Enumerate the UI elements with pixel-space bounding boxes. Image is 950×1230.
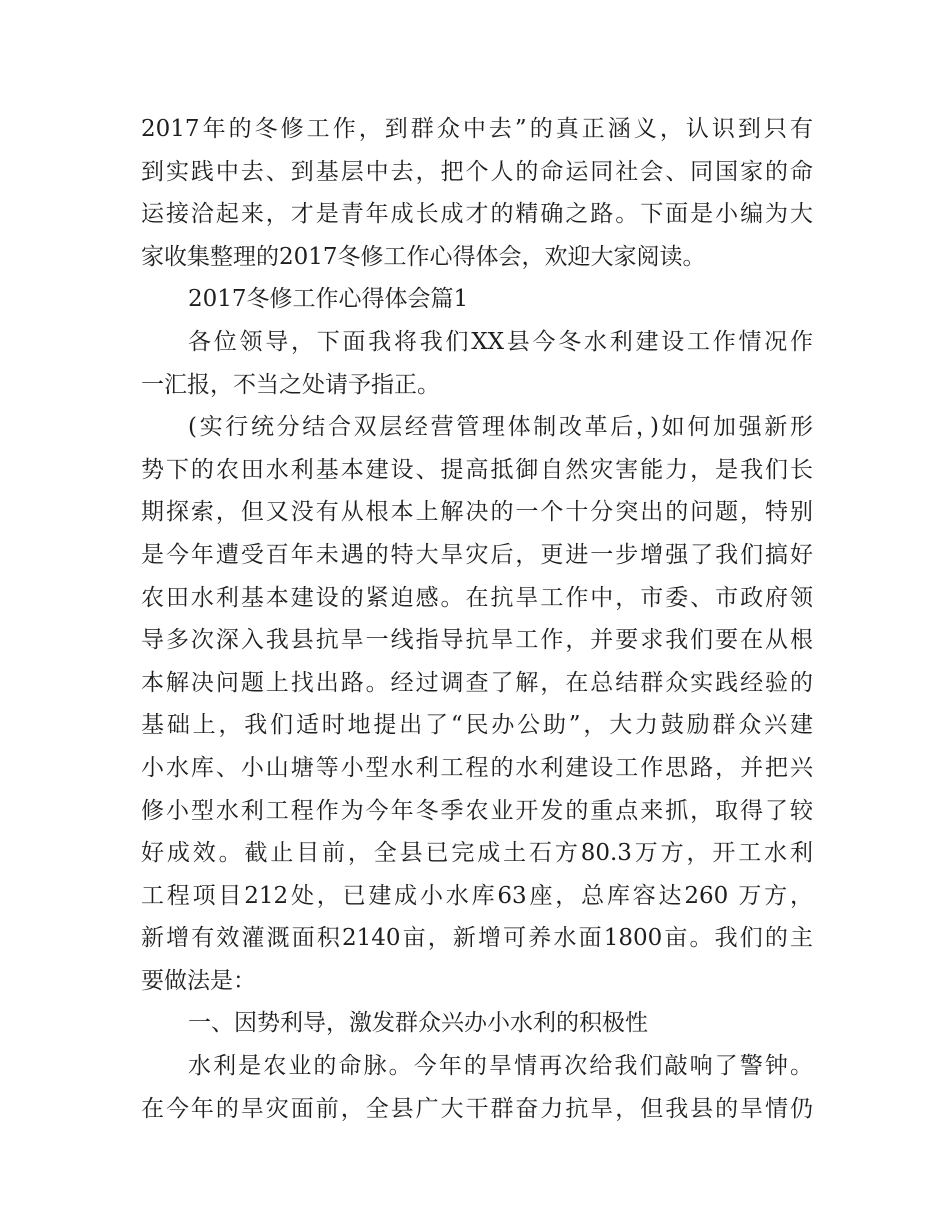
text-line: 水利是农业的命脉。今年的旱情再次给我们敲响了警钟。 bbox=[188, 1053, 813, 1080]
text-line: 小水库、小山塘等小型水利工程的水利建设工作思路，并把兴 bbox=[141, 754, 813, 781]
text-line: 工程项目212处，已建成小水库63座，总库容达260 万方， bbox=[141, 882, 813, 909]
text-line: 期探索，但又没有从根本上解决的一个十分突出的问题，特别 bbox=[141, 499, 813, 526]
text-line: 一、因势利导，激发群众兴办小水利的积极性 bbox=[188, 1010, 648, 1037]
text-line: 要做法是： bbox=[141, 967, 256, 994]
text-line: 各位领导，下面我将我们XX县今冬水利建设工作情况作 bbox=[188, 328, 813, 355]
text-line: 基础上，我们适时地提出了“民办公助”，大力鼓励群众兴建 bbox=[141, 712, 813, 739]
text-line: 2017冬修工作心得体会篇1 bbox=[188, 286, 469, 313]
text-line: 农田水利基本建设的紧迫感。在抗旱工作中，市委、市政府领 bbox=[141, 584, 813, 611]
text-line: 2017年的冬修工作，到群众中去”的真正涵义，认识到只有 bbox=[141, 116, 813, 142]
text-line: 到实践中去、到基层中去，把个人的命运同社会、同国家的命 bbox=[141, 158, 813, 185]
text-line: 好成效。截止目前，全县已完成土石方80.3万方，开工水利 bbox=[141, 840, 813, 867]
text-line: 本解决问题上找出路。经过调查了解，在总结群众实践经验的 bbox=[141, 669, 813, 696]
text-line: 运接洽起来，才是青年成长成才的精确之路。下面是小编为大 bbox=[141, 201, 813, 228]
text-line: 在今年的旱灾面前，全县广大干群奋力抗旱，但我县的旱情仍 bbox=[141, 1095, 813, 1122]
text-line: 导多次深入我县抗旱一线指导抗旱工作，并要求我们要在从根 bbox=[141, 627, 813, 654]
text-line: 新增有效灌溉面积2140亩，新增可养水面1800亩。我们的主 bbox=[141, 925, 813, 952]
text-line: 家收集整理的2017冬修工作心得体会，欢迎大家阅读。 bbox=[141, 243, 706, 270]
text-line: 一汇报，不当之处请予指正。 bbox=[141, 371, 440, 398]
text-line: 修小型水利工程作为今年冬季农业开发的重点来抓，取得了较 bbox=[141, 797, 813, 824]
document-body bbox=[141, 108, 813, 1130]
text-line: 是今年遭受百年未遇的特大旱灾后，更进一步增强了我们搞好 bbox=[141, 541, 813, 568]
text-line: (实行统分结合双层经营管理体制改革后，)如何加强新形 bbox=[188, 414, 813, 441]
text-line: 势下的农田水利基本建设、提高抵御自然灾害能力，是我们长 bbox=[141, 456, 813, 483]
